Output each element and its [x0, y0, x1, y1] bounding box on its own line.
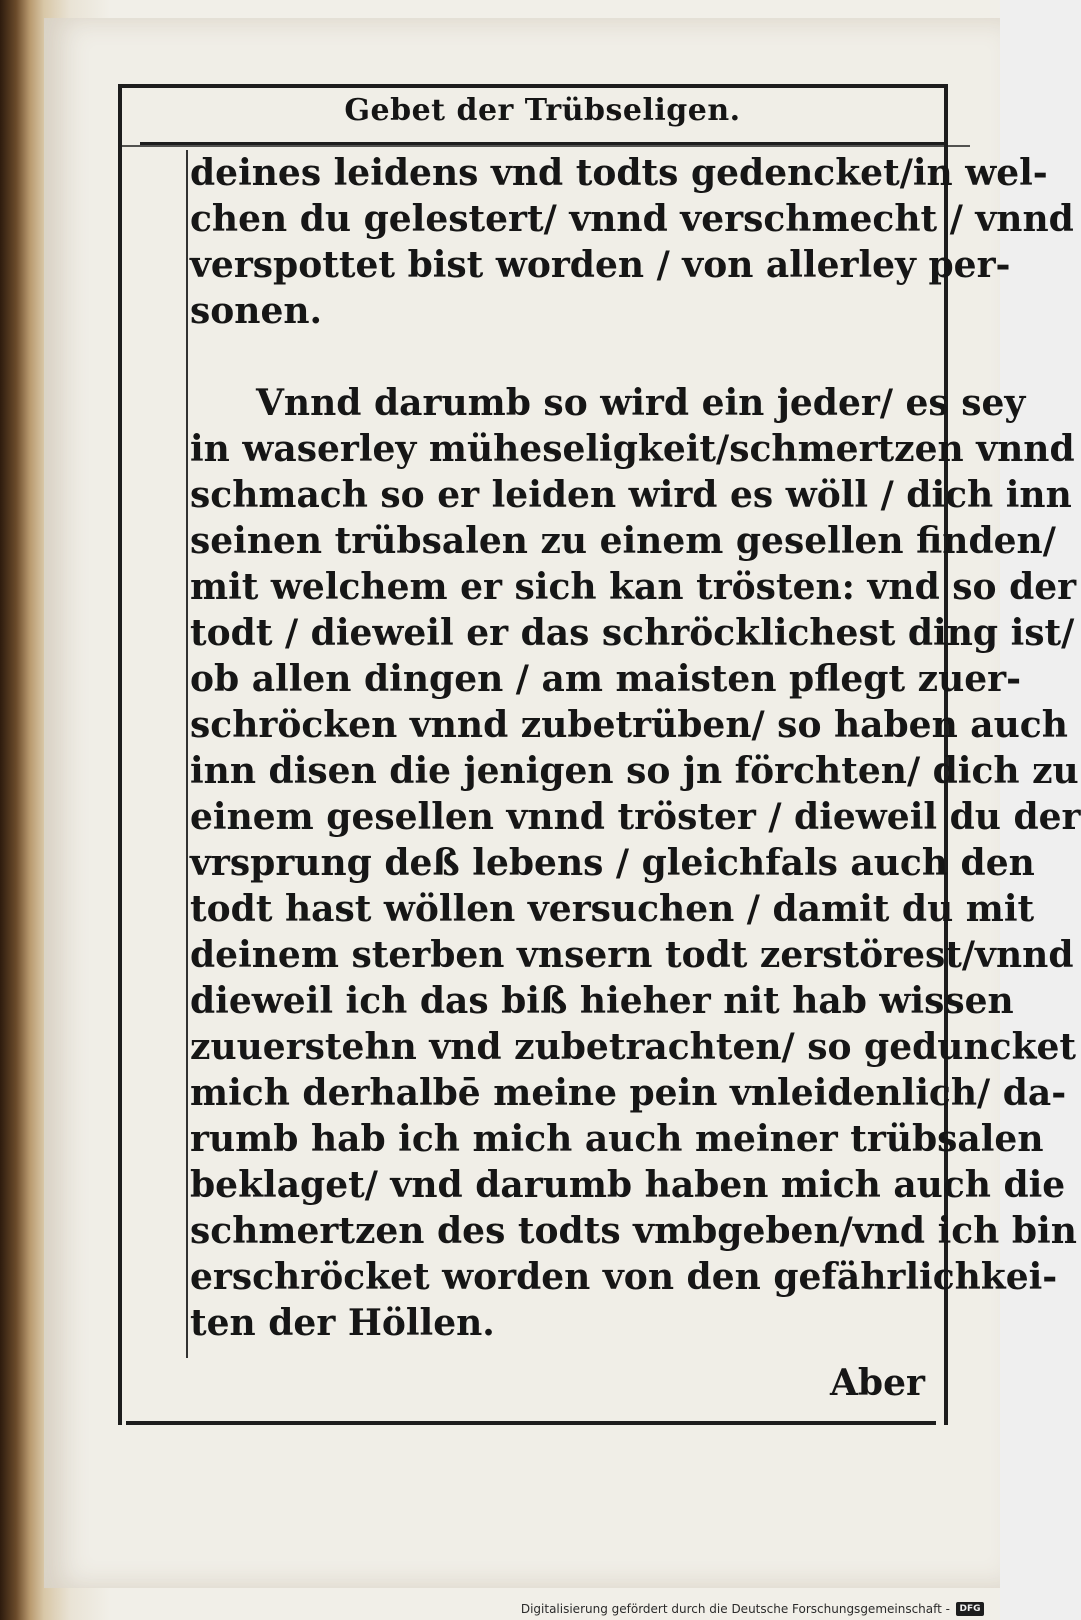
- text-line: schmach so er leiden wird es wöll / dich inn: [190, 474, 1072, 516]
- text-line: mich derhalbē meine pein vnleidenlich/ da-: [190, 1072, 1067, 1114]
- text-line: verspottet bist worden / von allerley per-: [190, 244, 1011, 286]
- text-line: einem gesellen vnnd tröster / dieweil du der: [190, 796, 1081, 838]
- digitization-credit: [521, 1601, 984, 1617]
- frame-bottom-rule: [126, 1421, 936, 1425]
- text-line: todt hast wöllen versuchen / damit du mit: [190, 888, 1035, 930]
- text-line: chen du gelestert/ vnnd verschmecht / vnnd: [190, 198, 1074, 240]
- text-line: rumb hab ich mich auch meiner trübsalen: [190, 1118, 1044, 1160]
- text-line: ten der Höllen.: [190, 1302, 495, 1344]
- text-line: Vnnd darumb so wird ein jeder/ es sey: [256, 382, 1026, 424]
- text-line: dieweil ich das biß hieher nit hab wissen: [190, 980, 1014, 1022]
- text-left-rule: [186, 150, 188, 1358]
- header-rule-outer: [120, 145, 970, 147]
- text-line: in waserley müheseligkeit/schmertzen vnnd: [190, 428, 1075, 470]
- text-line: inn disen die jenigen so jn förchten/ dich zu: [190, 750, 1079, 792]
- text-line: ob allen dingen / am maisten pflegt zuer-: [190, 658, 1022, 700]
- body-text: [190, 150, 1081, 1346]
- text-line: todt / dieweil er das schröcklichest ding ist/: [190, 612, 1075, 654]
- text-line: deinem sterben vnsern todt zerstörest/vnnd: [190, 934, 1074, 976]
- text-line: schröcken vnnd zubetrüben/ so haben auch: [190, 704, 1068, 746]
- text-line: deines leidens vnd todts gedencket/in wel-: [190, 152, 1048, 194]
- credit-text: Digitalisierung gefördert durch die Deutsche Forschungsgemeinschaft -: [520, 1602, 950, 1616]
- text-line: seinen trübsalen zu einem gesellen finden/: [190, 520, 1056, 562]
- text-line: schmertzen des todts vmbgeben/vnd ich bin: [190, 1210, 1077, 1252]
- dfg-logo: DFG: [956, 1602, 984, 1616]
- paragraph-gap: [190, 334, 940, 380]
- text-line: erschröcket worden von den gefährlichkei-: [190, 1256, 1058, 1298]
- text-line: zuuerstehn vnd zubetrachten/ so geduncket: [190, 1026, 1077, 1068]
- catchword: Aber: [830, 1362, 925, 1404]
- text-line: sonen.: [190, 290, 323, 332]
- running-head: Gebet der Trübseligen.: [344, 93, 741, 128]
- text-line: vrsprung deß lebens / gleichfals auch den: [190, 842, 1035, 884]
- text-line: beklaget/ vnd darumb haben mich auch die: [190, 1164, 1066, 1206]
- text-line: mit welchem er sich kan trösten: vnd so der: [190, 566, 1077, 608]
